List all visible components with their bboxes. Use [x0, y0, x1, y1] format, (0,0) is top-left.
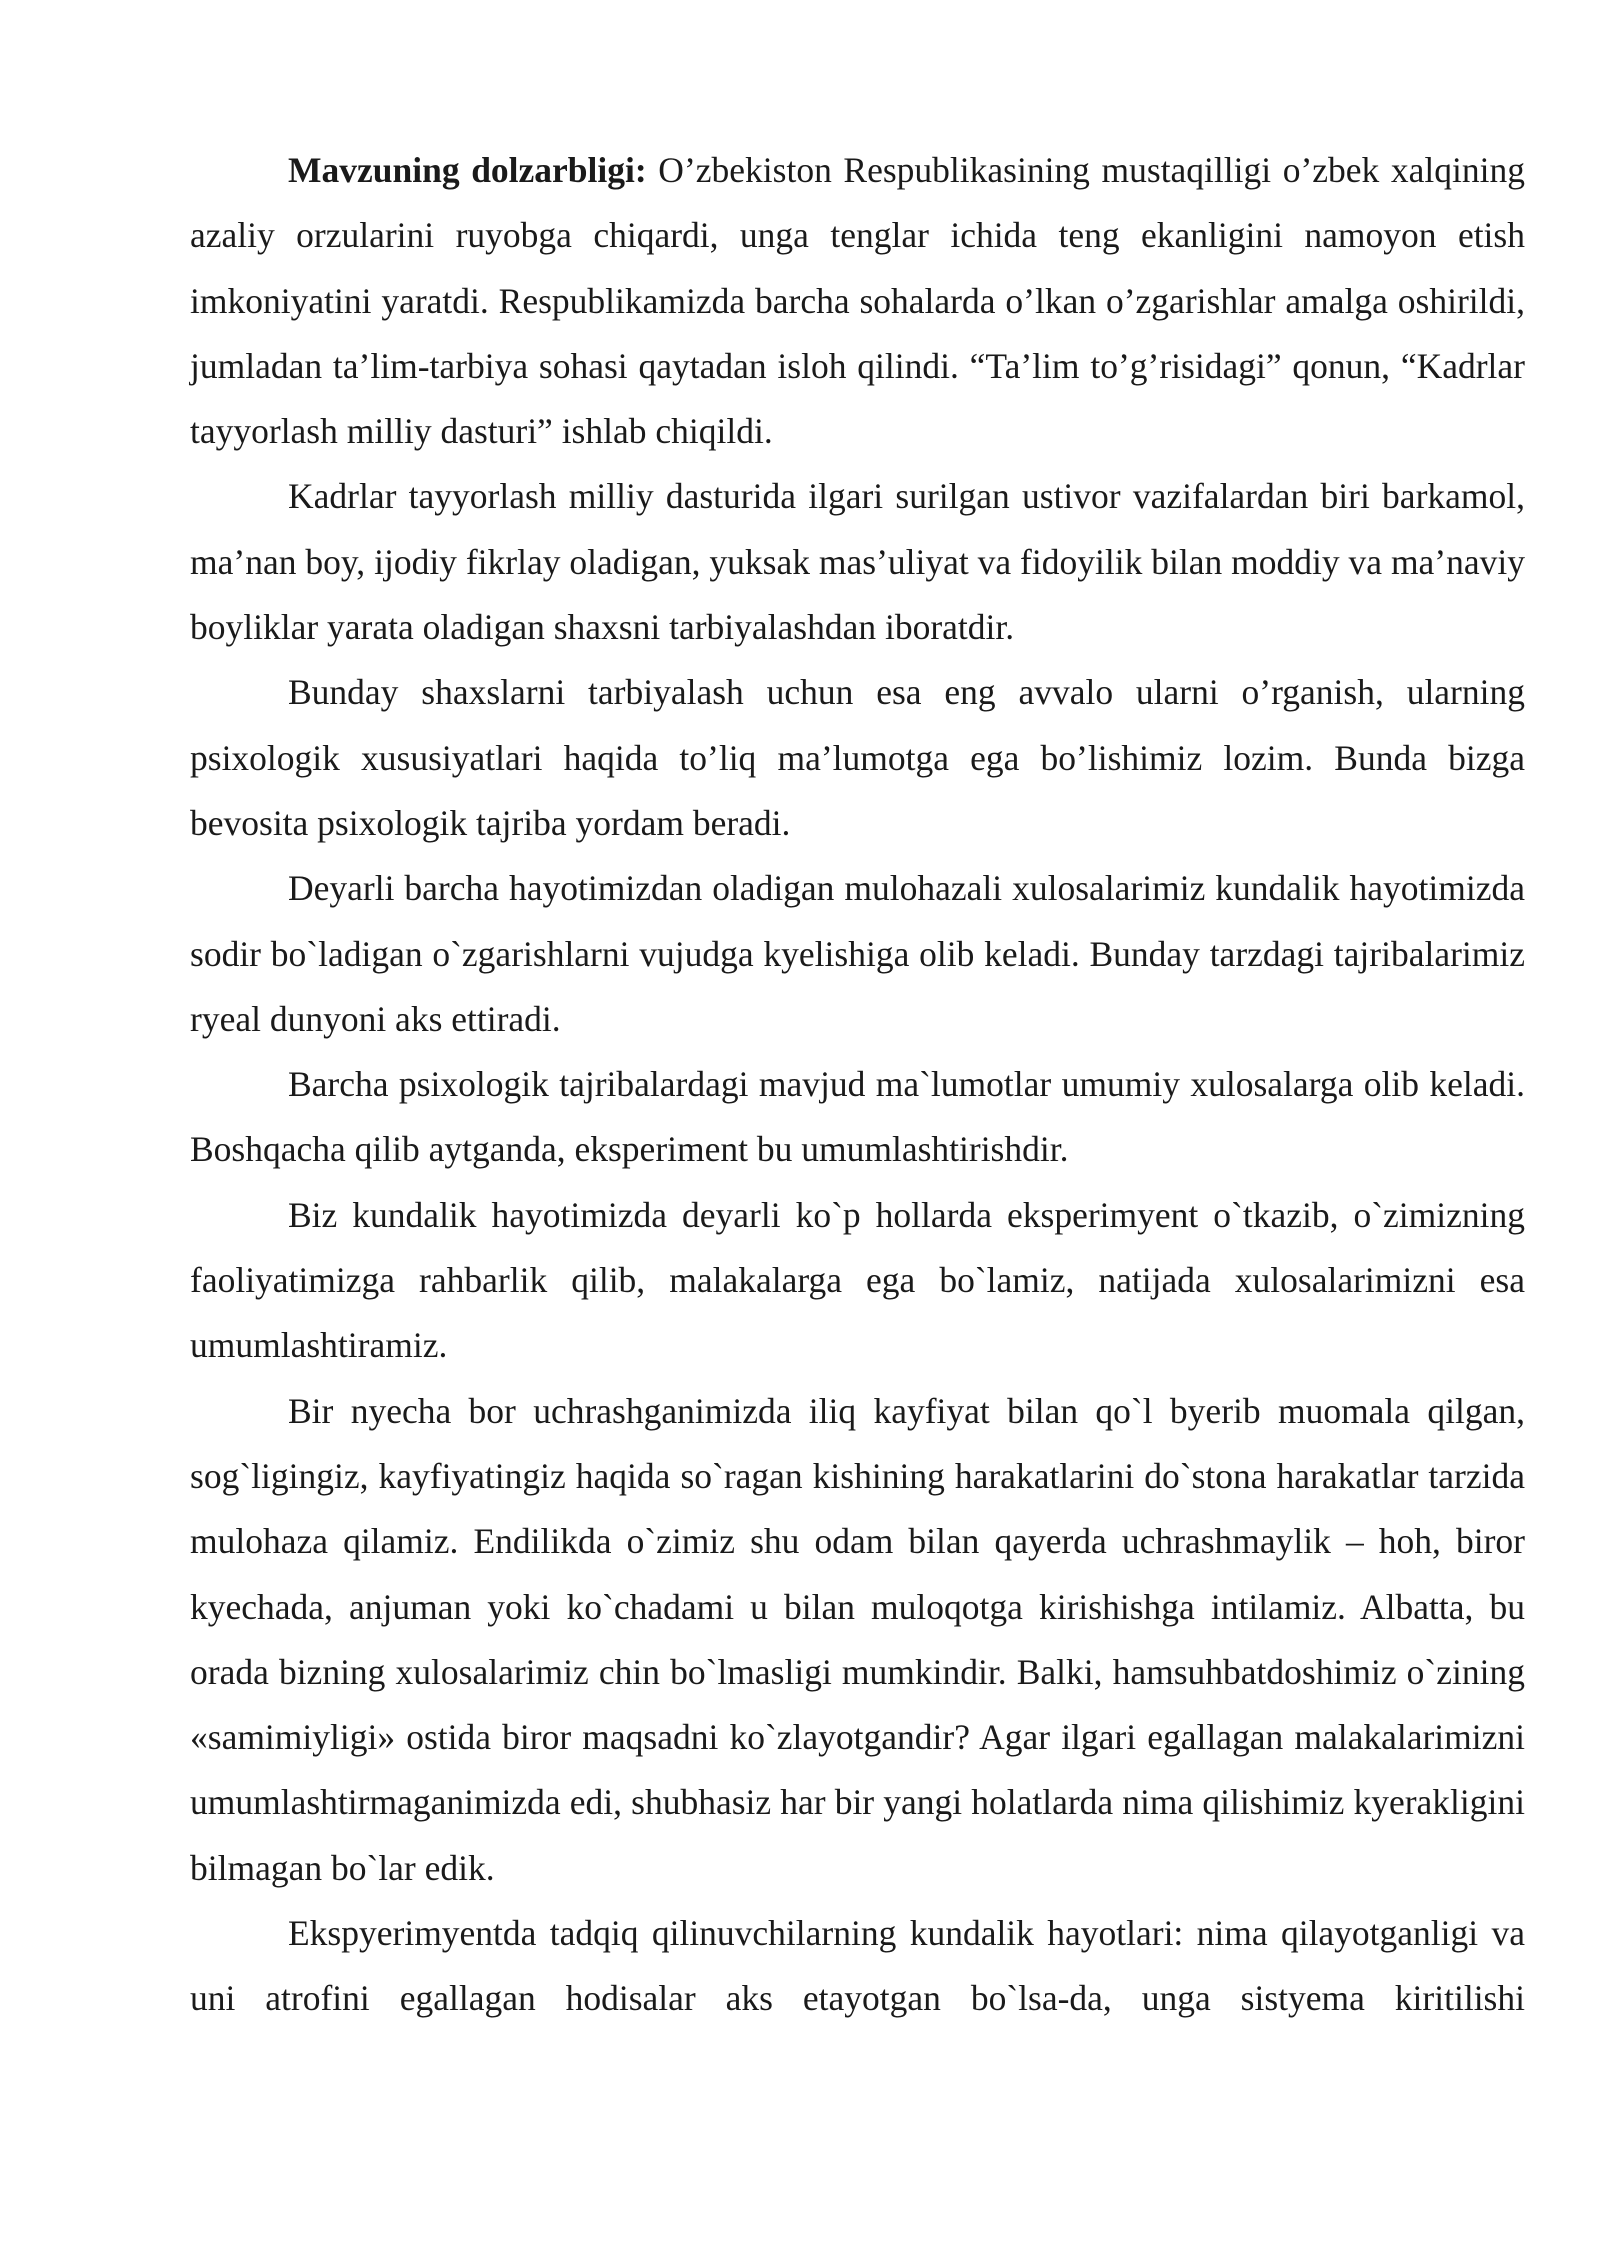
paragraph-daily-conclusions: Deyarli barcha hayotimizdan oladigan mulohazali xulosalarimiz kundalik hayotimizda sodir bo`ladigan o`zgarishlarni vujudga kyelishiga olib keladi. Bunday tarzdagi tajribalarimiz ryeal dunyoni aks ettiradi. [190, 868, 1525, 1039]
paragraph-generalization: Barcha psixologik tajribalardagi mavjud ma`lumotlar umumiy xulosalarga olib keladi. Boshqacha qilib aytganda, eksperiment bu umumlashtirishdir. [190, 1064, 1525, 1170]
paragraph-everyday-experiment: Biz kundalik hayotimizda deyarli ko`p hollarda eksperimyent o`tkazib, o`zimizning faoliyatimizga rahbarlik qilib, malakalarga ega bo`lamiz, natijada xulosalarimizni esa umumlashtiramiz. [190, 1194, 1525, 1366]
paragraph-meeting-example: Bir nyecha bor uchrashganimizda iliq kayfiyat bilan qo`l byerib muomala qilgan, sog`ligingiz, kayfiyatingiz haqida so`ragan kishining harakatlarini do`stona harakatlar tarzida mulohaza qilamiz. Endilikda o`zimiz shu odam bilan qayerda uchrashmaylik – hoh, biror kyechada, anjuman yoki ko`chadami u bilan muloqotga kirishishga intilamiz. Albatta, bu orada bizning xulosalarimiz chin bo`lmasligi mumkindir. Balki, hamsuhbatdoshimiz o`zining «samimiyligi» ostida biror maqsadni ko`zlayotgandir? Agar ilgari egallagan malakalarimizni umumlashtirmaganimizda edi, shubhasiz har bir yangi holatlarda nima qilishimiz kyerakligini bilmagan bo`lar edik. [190, 1390, 1525, 1888]
section-heading-relevance: Mavzuning dolzarbligi: [288, 150, 647, 190]
document-page [190, 138, 1525, 2032]
paragraph-text: O’zbekiston Respublikasining mustaqilligi o’zbek xalqining azaliy orzularini ruyobga chiqardi, unga tenglar ichida teng ekanligini namoyon etish imkoniyatini yaratdi. Respublikamizda barcha sohalarda o’lkan o’zgarishlar amalga oshirildi, jumladan ta’lim-tarbiya sohasi qaytadan isloh qilindi. “Ta’lim to’g’risidagi” qonun, “Kadrlar tayyorlash milliy dasturi” ishlab chiqildi. [190, 150, 1525, 452]
paragraph-experiment-subjects: Ekspyerimyentda tadqiq qilinuvchilarning kundalik hayotlari: nima qilayotganligi va uni atrofini egallagan hodisalar aks etayotgan bo`lsa-da, unga sistyema kiritilishi [190, 1913, 1525, 2019]
paragraph-personnel-program: Kadrlar tayyorlash milliy dasturida ilgari surilgan ustivor vazifalardan biri barkamol, ma’nan boy, ijodiy fikrlay oladigan, yuksak mas’uliyat va fidoyilik bilan moddiy va ma’naviy boyliklar yarata oladigan shaxsni tarbiyalashdan iboratdir. [190, 476, 1525, 648]
paragraph-upbringing: Bunday shaxslarni tarbiyalash uchun esa eng avvalo ularni o’rganish, ularning psixologik xususiyatlari haqida to’liq ma’lumotga ega bo’lishimiz lozim. Bunda bizga bevosita psixologik tajriba yordam beradi. [190, 672, 1525, 843]
paragraph-relevance [190, 138, 1525, 464]
